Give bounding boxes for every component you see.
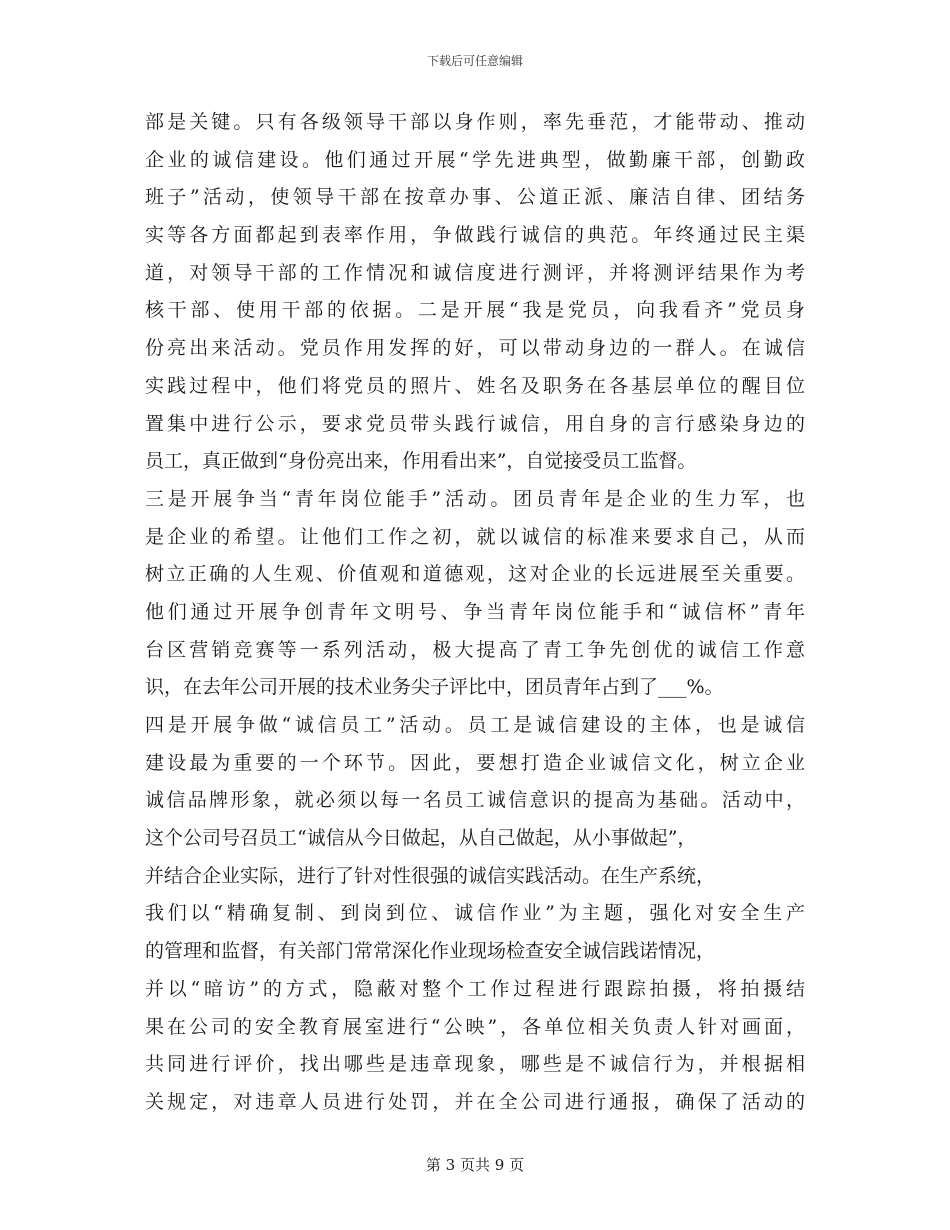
text-line: 核干部、使用干部的依据。二是开展“我是党员，向我看齐”党员身 <box>145 299 805 322</box>
text-line: 四是开展争做“诚信员工”活动。员工是诚信建设的主体，也是诚信 <box>145 714 805 736</box>
text-line: 员工，真正做到“身份亮出来，作用看出来”，自觉接受员工监督。 <box>145 450 697 473</box>
body-text <box>145 104 805 1122</box>
text-line: 识，在去年公司开展的技术业务尖子评比中，团员青年占到了___%。 <box>145 676 724 699</box>
text-line: 是企业的希望。让他们工作之初，就以诚信的标准来要求自己，从而 <box>145 525 805 548</box>
text-line: 关规定，对违章人员进行处罚，并在全公司进行通报，确保了活动的 <box>145 1090 805 1113</box>
page-footer: 第 3 页共 9 页 <box>425 1156 525 1174</box>
text-line: 共同进行评价，找出哪些是违章现象，哪些是不诚信行为，并根据相 <box>145 1053 805 1076</box>
text-line: 台区营销竞赛等一系列活动，极大提高了青工争先创优的诚信工作意 <box>145 638 805 661</box>
text-line: 他们通过开展争创青年文明号、争当青年岗位能手和“诚信杯”青年 <box>145 600 805 623</box>
text-line: 果在公司的安全教育展室进行“公映”，各单位相关负责人针对画面， <box>145 1015 805 1038</box>
page-header: 下载后可任意编辑 <box>426 54 523 68</box>
text-line: 班子”活动，使领导干部在按章办事、公道正派、廉洁自律、团结务 <box>145 186 805 209</box>
text-line: 建设最为重要的一个环节。因此，要想打造企业诚信文化，树立企业 <box>145 751 805 774</box>
text-line: 部是关键。只有各级领导干部以身作则，率先垂范，才能带动、推动 <box>145 111 805 133</box>
text-line: 的管理和监督，有关部门常常深化作业现场检查安全诚信践诺情况， <box>145 940 716 963</box>
text-line: 道，对领导干部的工作情况和诚信度进行测评，并将测评结果作为考 <box>145 261 805 284</box>
text-line: 这个公司号召员工“诚信从今日做起，从自己做起，从小事做起”， <box>145 827 697 850</box>
text-line: 实等各方面都起到表率作用，争做践行诚信的典范。年终通过民主渠 <box>145 224 805 247</box>
text-line: 置集中进行公示，要求党员带头践行诚信，用自身的言行感染身边的 <box>145 412 805 435</box>
text-line: 并结合企业实际，进行了针对性很强的诚信实践活动。在生产系统， <box>145 864 716 887</box>
text-line: 实践过程中，他们将党员的照片、姓名及职务在各基层单位的醒目位 <box>145 374 805 397</box>
text-line: 树立正确的人生观、价值观和道德观，这对企业的长远进展至关重要。 <box>145 563 805 586</box>
text-line: 诚信品牌形象，就必须以每一名员工诚信意识的提高为基础。活动中， <box>145 789 805 812</box>
text-line: 我们以“精确复制、到岗到位、诚信作业”为主题，强化对安全生产 <box>145 902 805 925</box>
text-line: 并以“暗访”的方式，隐蔽对整个工作过程进行跟踪拍摄，将拍摄结 <box>145 977 805 1000</box>
text-line: 份亮出来活动。党员作用发挥的好，可以带动身边的一群人。在诚信 <box>145 337 805 360</box>
text-line: 企业的诚信建设。他们通过开展“学先进典型，做勤廉干部，创勤政 <box>145 148 805 171</box>
text-line: 三是开展争当“青年岗位能手”活动。团员青年是企业的生力军，也 <box>145 487 805 510</box>
